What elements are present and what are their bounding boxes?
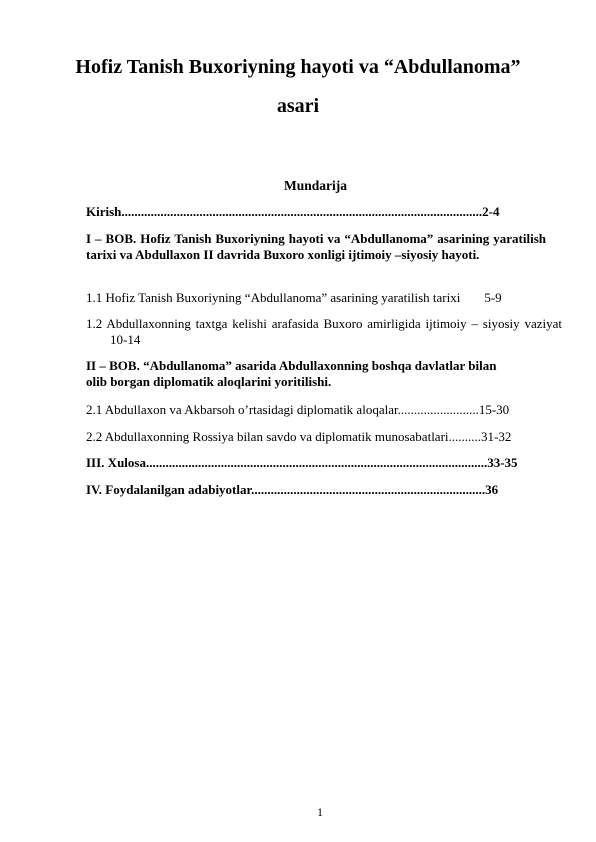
toc-entry-text: Kirish: [86, 204, 122, 219]
page-number: 1: [317, 805, 323, 819]
toc-entry-section-1-1[interactable]: [86, 290, 546, 306]
toc-entry-text: 2.1 Abdullaxon va Akbarsoh o’rtasidagi diplomatik aloqalar: [86, 402, 398, 417]
document-title-line-2: asari: [276, 95, 320, 117]
toc-entry-text: 1.2 Abdullaxonning taxtga kelishi arafasida Buxoro amirligida ijtimoiy – siyosiy vaziyat: [86, 316, 562, 331]
toc-entry-text: 1.1 Hofiz Tanish Buxoriyning “Abdullanoma” asarining yaratilish tarixi: [86, 290, 461, 305]
toc-leader: .........................................................................................................: [145, 455, 488, 470]
toc-leader: .........................: [397, 402, 479, 417]
toc-entry-text-line-2: olib borgan diplomatik aloqlarini yoritilishi.: [86, 374, 332, 389]
toc-entry-adabiyotlar[interactable]: [86, 482, 546, 498]
document-title-line-1: Hofiz Tanish Buxoriyning hayoti va “Abdullanoma”: [75, 56, 521, 78]
toc-entry-kirish[interactable]: [86, 204, 546, 220]
toc-leader: ...............................................................................................................: [121, 204, 483, 219]
toc-entry-chapter-1[interactable]: [86, 231, 546, 263]
toc-entry-section-2-1[interactable]: [86, 402, 546, 418]
toc-entry-section-2-2[interactable]: [86, 429, 546, 445]
toc-page-range: 15-30: [478, 402, 510, 417]
toc-leader: ..........: [448, 429, 482, 444]
toc-page-range: 2-4: [482, 204, 500, 219]
toc-page-range: 5-9: [484, 290, 502, 305]
toc-page-range: 36: [485, 482, 499, 497]
toc-entry-text-line-1: II – BOB. “Abdullanoma” asarida Abdullaxonning boshqa davlatlar bilan: [86, 358, 497, 373]
toc-entry-xulosa[interactable]: [86, 455, 546, 471]
toc-page-range: 31-32: [481, 429, 512, 444]
toc-entry-chapter-2[interactable]: [86, 358, 546, 390]
toc-entry-text: 2.2 Abdullaxonning Rossiya bilan savdo va diplomatik munosabatlari: [86, 429, 449, 444]
toc-entry-section-1-2[interactable]: [86, 316, 562, 348]
toc-entry-text: I – BOB. Hofiz Tanish Buxoriyning hayoti va “Abdullanoma” asarining yaratilish tarixi va Abdullaxon II davrida Buxoro xonligi ijtimoiy –siyosiy hayoti.: [86, 231, 546, 262]
contents-heading: Mundarija: [283, 178, 347, 193]
toc-page-range: 33-35: [487, 455, 518, 470]
toc-entry-text: III. Xulosa: [86, 455, 146, 470]
toc-leader: ........................................................................: [251, 482, 486, 497]
toc-entry-text: IV. Foydalanilgan adabiyotlar: [86, 482, 252, 497]
toc-page-range: 10-14: [110, 332, 141, 347]
